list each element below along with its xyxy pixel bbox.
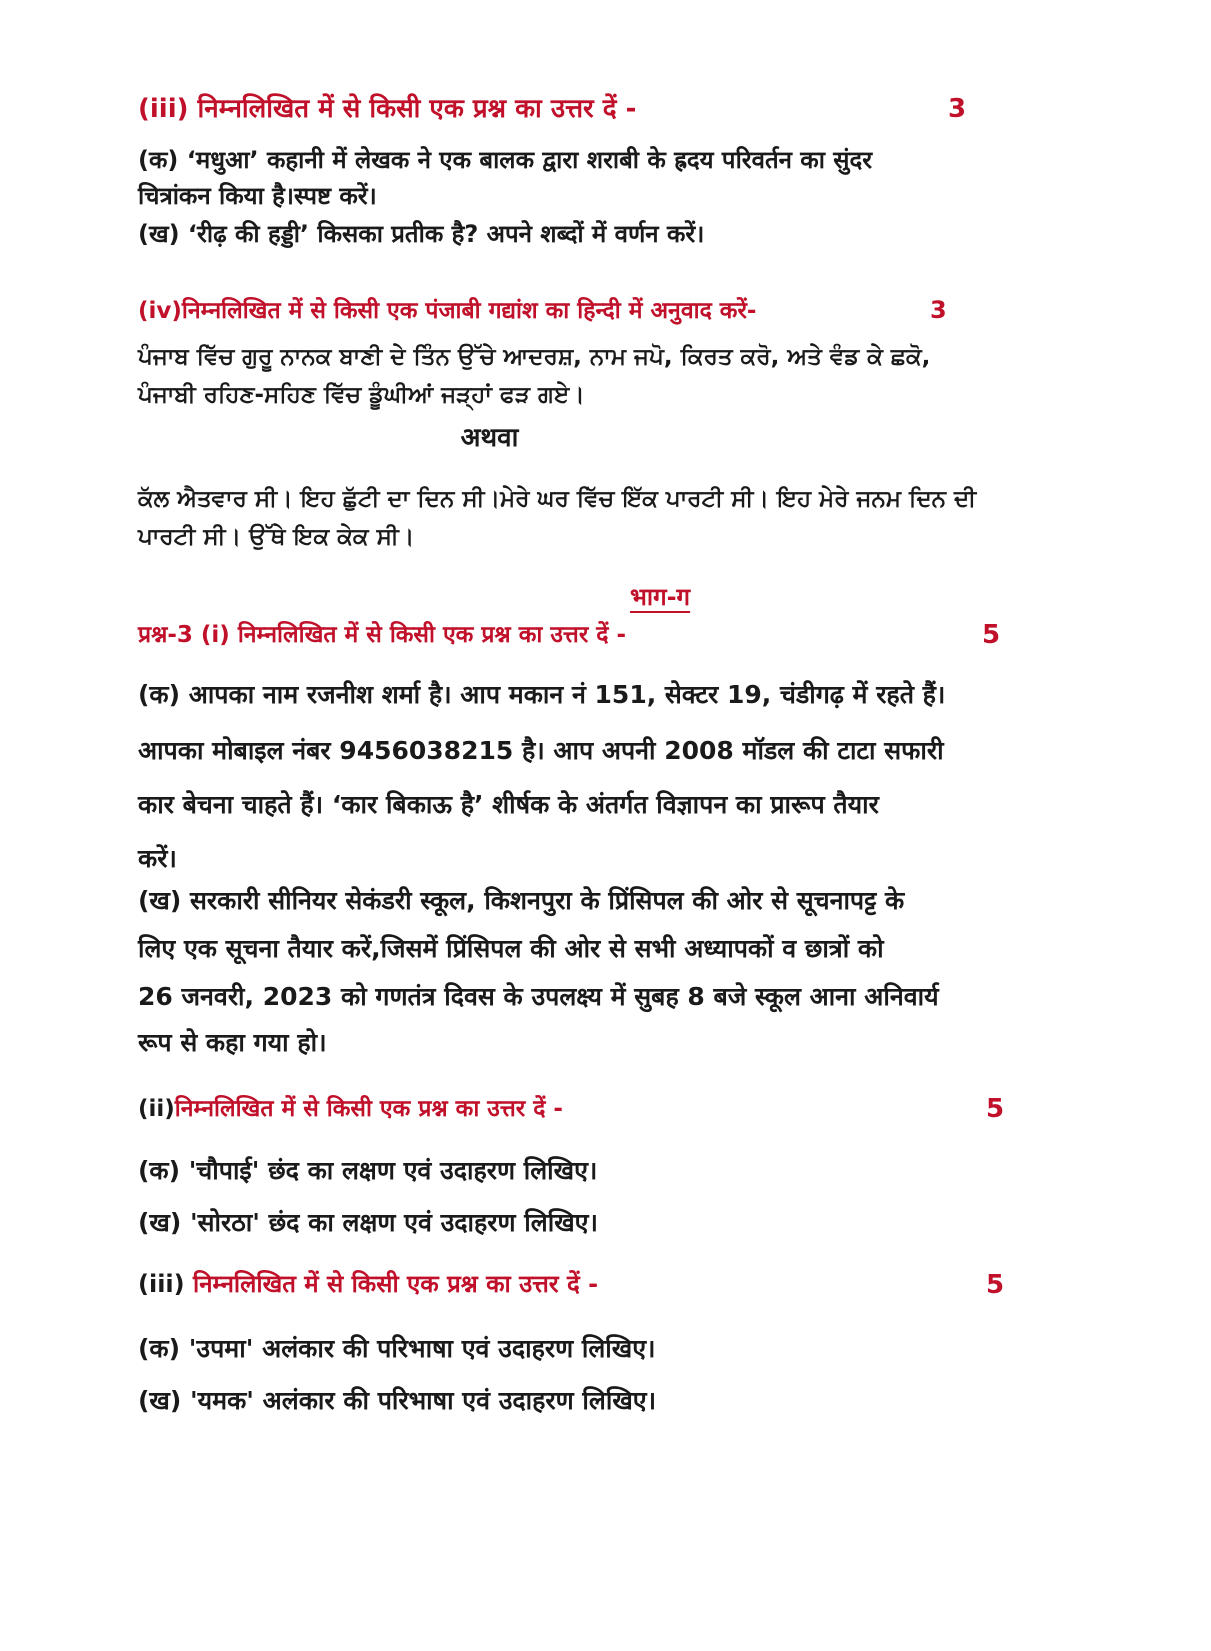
q3-iii-heading-text: निम्नलिखित में से किसी एक प्रश्न का उत्तर दें - (192, 1270, 599, 1298)
q3-ii-line-2: (ख) 'सोरठा' छंद का लक्षण एवं उदाहरण लिखिए। (138, 1208, 598, 1237)
q3-i-line-6: लिए एक सूचना तैयार करें,जिसमें प्रिंसिपल की ओर से सभी अध्यापकों व छात्रों को (138, 934, 884, 963)
q3-i-line-5: (ख) सरकारी सीनियर सेकंडरी स्कूल, किशनपुरा के प्रिंसिपल की ओर से सूचनापट्ट के (138, 886, 905, 915)
punjabi-passage-1-line-2: ਪੰਜਾਬੀ ਰਹਿਣ-ਸਹਿਣ ਵਿੱਚ ਡੂੰਘੀਆਂ ਜੜ੍ਹਾਂ ਫੜ ਗਏ। (138, 382, 585, 408)
section-iii-item-kha: (ख) ‘रीढ़ की हड्डी’ किसका प्रतीक है? अपने शब्दों में वर्णन करें। (138, 220, 705, 248)
q3-ii-heading-label: (ii) (138, 1096, 175, 1122)
q3-ii-heading-text: निम्नलिखित में से किसी एक प्रश्न का उत्तर दें - (174, 1096, 563, 1122)
q3-i-line-7: 26 जनवरी, 2023 को गणतंत्र दिवस के उपलक्ष्य में सुबह 8 बजे स्कूल आना अनिवार्य (138, 982, 939, 1011)
punjabi-passage-2-line-2: ਪਾਰਟੀ ਸੀ। ਉੱਥੇ ਇਕ ਕੇਕ ਸੀ। (138, 524, 415, 550)
q3-iii-marks: 5 (986, 1270, 1005, 1300)
q3-ii-marks: 5 (986, 1094, 1005, 1124)
section-iii-item-ka-cont: चित्रांकन किया है।स्पष्ट करें। (138, 182, 377, 210)
section-iv-heading: (iv)निम्नलिखित में से किसी एक पंजाबी गद्यांश का हिन्दी में अनुवाद करें- (138, 298, 757, 324)
q3-ii-line-1: (क) 'चौपाई' छंद का लक्षण एवं उदाहरण लिखिए। (138, 1156, 598, 1185)
q3-i-line-3: कार बेचना चाहते हैं। ‘कार बिकाऊ है’ शीर्षक के अंतर्गत विज्ञापन का प्रारूप तैयार (138, 790, 879, 819)
section-iii-heading: (iii) निम्नलिखित में से किसी एक प्रश्न का उत्तर दें - (138, 94, 637, 124)
q3-i-heading: प्रश्न-3 (i) निम्नलिखित में से किसी एक प्रश्न का उत्तर दें - (138, 622, 626, 648)
q3-i-line-1: (क) आपका नाम रजनीश शर्मा है। आप मकान नं 151, सेक्टर 19, चंडीगढ़ में रहते हैं। (138, 680, 946, 709)
q3-i-marks: 5 (982, 620, 1001, 650)
section-iii-marks: 3 (948, 94, 967, 124)
q3-i-line-8: रूप से कहा गया हो। (138, 1028, 327, 1057)
section-iv-marks: 3 (930, 296, 947, 324)
or-label: अथवा (460, 423, 519, 453)
part-title: भाग-ग (630, 583, 691, 611)
q3-ii-heading (138, 1096, 563, 1124)
punjabi-passage-1-line-1: ਪੰਜਾਬ ਵਿੱਚ ਗੁਰੂ ਨਾਨਕ ਬਾਣੀ ਦੇ ਤਿੰਨ ਉੱਚੇ ਆਦਰਸ਼, ਨਾਮ ਜਪੋ, ਕਿਰਤ ਕਰੋ, ਅਤੇ ਵੰਡ ਕੇ ਛਕੋ, (138, 344, 931, 370)
punjabi-passage-2-line-1: ਕੱਲ ਐਤਵਾਰ ਸੀ। ਇਹ ਛੁੱਟੀ ਦਾ ਦਿਨ ਸੀ।ਮੇਰੇ ਘਰ ਵਿੱਚ ਇੱਕ ਪਾਰਟੀ ਸੀ। ਇਹ ਮੇਰੇ ਜਨਮ ਦਿਨ ਦੀ (138, 486, 977, 512)
q3-i-line-2: आपका मोबाइल नंबर 9456038215 है। आप अपनी 2008 मॉडल की टाटा सफारी (138, 736, 944, 765)
q3-iii-line-1: (क) 'उपमा' अलंकार की परिभाषा एवं उदाहरण लिखिए। (138, 1334, 656, 1363)
q3-iii-heading (138, 1270, 598, 1299)
q3-iii-heading-label: (iii) (138, 1270, 185, 1298)
section-iii-item-ka: (क) ‘मधुआ’ कहानी में लेखक ने एक बालक द्वारा शराबी के ह्रदय परिवर्तन का सुंदर (138, 146, 873, 174)
q3-i-line-4: करें। (138, 844, 177, 873)
q3-iii-line-2: (ख) 'यमक' अलंकार की परिभाषा एवं उदाहरण लिखिए। (138, 1386, 657, 1415)
